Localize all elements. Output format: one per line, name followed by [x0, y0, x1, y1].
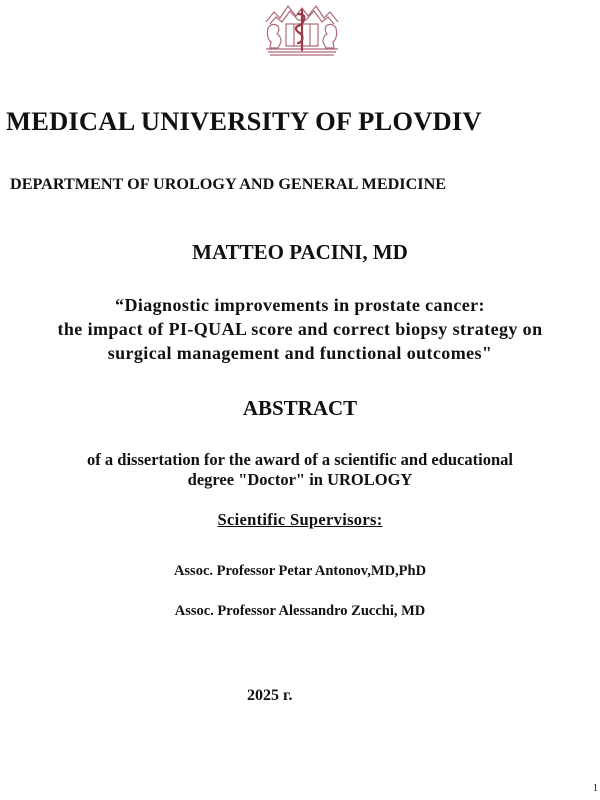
thesis-title-line-3: surgical management and functional outcomes" [107, 343, 493, 363]
thesis-title [0, 293, 600, 365]
author-name: MATTEO PACINI, MD [192, 240, 408, 264]
thesis-title-line-1: “Diagnostic improvements in prostate cancer: [115, 295, 485, 315]
medical-university-crest-icon [262, 0, 342, 56]
dissertation-description [0, 450, 600, 490]
thesis-title-line-2: the impact of PI-QUAL score and correct biopsy strategy on [57, 319, 543, 339]
page-number: 1 [593, 783, 598, 794]
dissertation-description-line-2: degree "Doctor" in UROLOGY [187, 470, 413, 489]
supervisor-item: Assoc. Professor Petar Antonov,MD,PhD [173, 563, 427, 579]
publication-year: 2025 г. [247, 687, 293, 704]
supervisor-item: Assoc. Professor Alessandro Zucchi, MD [174, 603, 426, 619]
department-title: DEPARTMENT OF UROLOGY AND GENERAL MEDICINE [10, 175, 447, 193]
university-title: MEDICAL UNIVERSITY OF PLOVDIV [6, 106, 482, 136]
abstract-heading: ABSTRACT [242, 396, 358, 420]
dissertation-description-line-1: of a dissertation for the award of a scientific and educational [87, 450, 513, 469]
supervisors-heading: Scientific Supervisors: [217, 510, 383, 529]
